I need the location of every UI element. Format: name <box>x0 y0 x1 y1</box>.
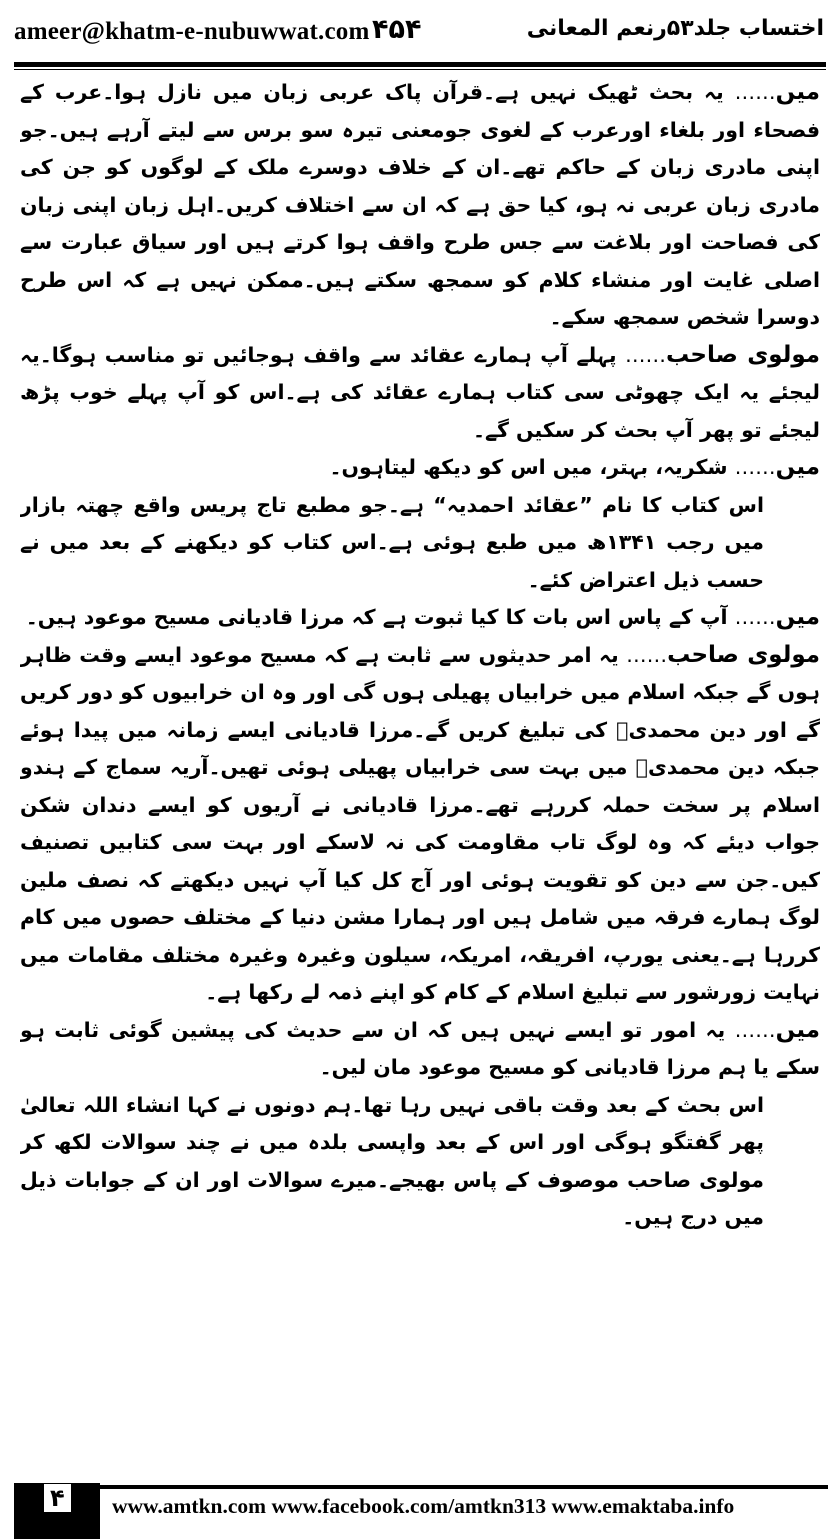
paragraph <box>20 637 820 1012</box>
paragraph <box>20 337 820 450</box>
paragraph-text: آپ کے پاس اس بات کا کیا ثبوت ہے کہ مرزا قادیانی مسیح موعود ہیں۔ <box>25 605 735 629</box>
paragraph <box>20 74 820 337</box>
book-title: اختساب جلد۵۳رنعم المعانی <box>526 16 824 41</box>
paragraph <box>20 449 820 487</box>
header-email[interactable]: ameer@khatm-e-nubuwwat.com <box>14 18 370 45</box>
footer-rule <box>100 1485 828 1489</box>
speaker-label: مولوی صاحب <box>667 641 820 668</box>
page-footer <box>0 1480 840 1540</box>
paragraph-text: یہ بحث ٹھیک نہیں ہے۔قرآن پاک عربی زبان میں نازل ہوا۔عرب کے فصحاء اور بلغاء اورعرب کے لغوی جومعنی تیرہ سو برس سے لیتے آرہے ہیں۔جو اپنی مادری زبان کے حاکم تھے۔ان کے خلاف دوسرے ملک کے لوگوں کو جن کی مادری زبان عربی نہ ہو، کیا حق ہے کہ ان سے اختلاف کریں۔اہل زبان اپنی زبان کی فصاحت اور بلاغت سے جس طرح واقف ہوا کرتے ہیں اور سیاق عبارت سے اصلی غایت اور منشاء کلام کو سمجھ سکتے ہیں۔ممکن نہیں ہے کہ اس طرح دوسرا شخص سمجھ سکے۔ <box>20 80 820 329</box>
speaker-label: میں <box>775 79 820 105</box>
paragraph-text: یہ امور تو ایسے نہیں ہیں کہ ان سے حدیث کی پیشین گوئی ثابت ہو سکے یا ہم مرزا قادیانی کو مسیح موعود مان لیں۔ <box>20 1017 820 1079</box>
speaker-label: میں <box>775 454 820 480</box>
speaker-dots: …… <box>734 1017 776 1042</box>
speaker-label: میں <box>775 604 820 630</box>
paragraph <box>20 487 820 600</box>
paragraph-text: اس بحث کے بعد وقت باقی نہیں رہا تھا۔ہم دونوں نے کہا انشاء اللہ تعالیٰ پھر گفتگو ہوگی اور اس کے بعد واپسی بلدہ میں نے چند سوالات لکھ کر مولوی صاحب موصوف کے پاس بھیجے۔میرے سوالات اور ان کے جوابات ذیل میں درج ہیں۔ <box>20 1092 764 1229</box>
paragraph <box>20 599 820 637</box>
speaker-dots: …… <box>625 342 667 367</box>
paragraph <box>20 1012 820 1087</box>
footer-page-marker: ۴ <box>44 1484 71 1512</box>
page-body <box>20 74 820 1459</box>
header-rule-thin <box>14 69 826 70</box>
speaker-dots: …… <box>734 80 776 104</box>
paragraph-text: شکریہ، بہتر، میں اس کو دیکھ لیتاہوں۔ <box>329 455 735 479</box>
page-header <box>0 0 840 60</box>
speaker-label: مولوی صاحب <box>666 341 820 368</box>
speaker-dots: …… <box>734 605 776 629</box>
speaker-dots: …… <box>626 642 668 667</box>
footer-links[interactable]: www.amtkn.com www.facebook.com/amtkn313 www.emaktaba.info <box>112 1494 735 1518</box>
paragraph-text: پہلے آپ ہمارے عقائد سے واقف ہوجائیں تو مناسب ہوگا۔یہ لیجئے یہ ایک چھوٹی سی کتاب ہمارے عقائد کی ہے۔اس کو آپ پہلے خوب پڑھ لیجئے تو پھر آپ بحث کر سکیں گے۔ <box>20 342 820 442</box>
header-rule <box>14 62 826 67</box>
page-number: ۴۵۴ <box>372 14 422 45</box>
speaker-label: میں <box>775 1016 820 1043</box>
paragraph-text: یہ امر حدیثوں سے ثابت ہے کہ مسیح موعود ایسے وقت ظاہر ہوں گے جبکہ اسلام میں خرابیاں پھیلی ہوں گی اور وہ ان خرابیوں کو دور کریں گے اور دین محمدیؐ کی تبلیغ کریں گے۔مرزا قادیانی ایسے زمانہ میں پیدا ہوئے جبکہ دین محمدیؐ میں بہت سی خرابیاں پھیلی ہوئی تھیں۔آریہ سماج کے ہندو اسلام پر سخت حملہ کررہے تھے۔مرزا قادیانی نے آریوں کو ایسے دندان شکن جواب دیئے کہ وہ لوگ تاب مقاومت کی نہ لاسکے اور بہت سی کتابیں تصنیف کیں۔جن سے دین کو تقویت ہوئی اور آج کل کیا آپ نہیں دیکھتے کہ نصف ملین لوگ ہمارے فرقہ میں شامل ہیں اور ہمارا مشن دنیا کے مختلف حصوں میں کام کررہا ہے۔یعنی یورپ، افریقہ، امریکہ، سیلون وغیرہ وغیرہ مختلف مقامات میں نہایت زورشور سے تبلیغ اسلام کے کام کو اپنے ذمہ لے رکھا ہے۔ <box>20 642 820 1004</box>
paragraph <box>20 1087 820 1237</box>
paragraph-text: اس کتاب کا نام ”عقائد احمدیہ“ ہے۔جو مطبع تاج پریس واقع چھتہ بازار میں رجب ۱۳۴۱ھ میں طبع ہوئی ہے۔اس کتاب کو دیکھنے کے بعد میں نے حسب ذیل اعتراض کئے۔ <box>20 492 764 592</box>
speaker-dots: …… <box>734 455 776 479</box>
